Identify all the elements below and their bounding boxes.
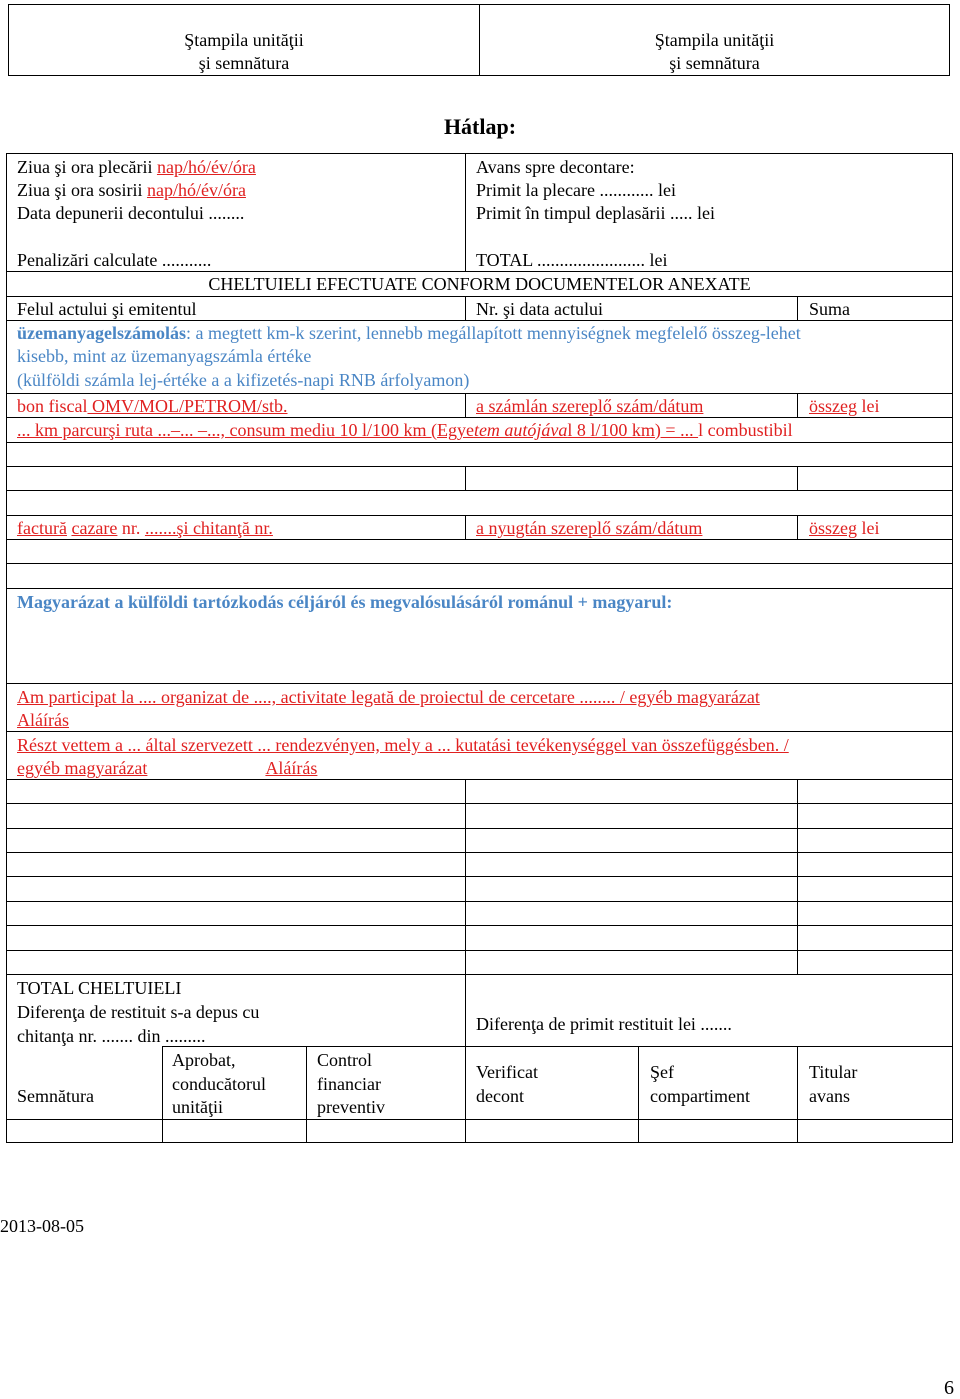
bon-nr: a számlán szereplő szám/dátum [476, 396, 704, 416]
expenses-heading: CHELTUIELI EFECTUATE CONFORM DOCUMENTELOR ANEXATE [208, 274, 751, 294]
submission-date: Data depunerii decontului ........ [17, 203, 245, 223]
holder-line-1: Titular [809, 1062, 858, 1082]
stamp-left-line2: şi semnătura [198, 53, 290, 73]
hu-explanation: Részt vettem a ... által szervezett ... rendezvényen, mely a ... kutatási tevékenységgel van összefüggésben. / [17, 735, 789, 755]
hu-other: egyéb magyarázat [17, 758, 148, 778]
bon-stations: OMV/MOL/PETROM/stb. [87, 396, 288, 416]
col-sum-header: Suma [809, 299, 851, 319]
arrival-row [17, 179, 246, 202]
penalties: Penalizări calculate ........... [17, 250, 212, 270]
verified-line-1: Verificat [476, 1062, 538, 1082]
arrival-label: Ziua şi ora sosirii [17, 180, 147, 200]
invoice-b: cazare [71, 518, 118, 538]
refund-line-1: Diferenţa de restituit s-a depus cu [17, 1002, 260, 1022]
fuel-label: üzemanyagelszámolás [17, 323, 186, 343]
verified-line-2: decont [476, 1086, 524, 1106]
approved-line-1: Aprobat, [172, 1050, 236, 1070]
difference-to-receive: Diferenţa de primit restituit lei ....... [476, 1014, 732, 1034]
signature-label: Semnătura [17, 1086, 94, 1106]
invoice-sum [809, 517, 880, 540]
head-line-1: Şef [650, 1062, 674, 1082]
departure-row [17, 156, 256, 179]
refund-line-2: chitanţa nr. ....... din ......... [17, 1026, 206, 1046]
holder-line-2: avans [809, 1086, 850, 1106]
stamp-right-line1: Ştampila unităţii [654, 30, 775, 50]
bon-fiscal [17, 395, 288, 418]
km-line-c: tem autójáva [473, 420, 568, 440]
col-act-header: Felul actului şi emitentul [17, 299, 197, 319]
stamp-right-line2: şi semnătura [669, 53, 760, 73]
control-line-1: Control [317, 1050, 373, 1070]
hu-signature: Aláírás [265, 758, 318, 778]
invoice-d: .......şi chitanţă nr. [144, 518, 273, 538]
km-line-e: ... [680, 420, 699, 440]
page-number: 6 [944, 1377, 954, 1399]
departure-format: nap/hó/év/óra [156, 157, 256, 177]
col-nr-header: Nr. şi data actului [476, 299, 603, 319]
received-at-departure: Primit la plecare ............ lei [476, 180, 676, 200]
invoice-sum-label: összeg [809, 518, 857, 538]
invoice-row [17, 517, 273, 540]
ro-explanation: Am participat la .... organizat de ...., activitate legată de proiectul de cercetare ........ / egyéb magyarázat [17, 687, 760, 707]
control-line-2: financiar [317, 1074, 381, 1094]
fuel-line-2: kisebb, mint az üzemanyagszámla értéke [17, 346, 312, 366]
hu-explanation-line2 [17, 757, 317, 780]
received-during-trip: Primit în timpul deplasării ..... lei [476, 203, 715, 223]
stamp-left-line1: Ştampila unităţii [184, 30, 304, 50]
document-date: 2013-08-05 [0, 1216, 84, 1236]
fuel-line-1 [17, 322, 801, 345]
km-line-b: 10 l/100 km (Egye [334, 420, 474, 440]
bon-sum-label: összeg [809, 396, 857, 416]
invoice-c: nr. [117, 518, 145, 538]
km-line [17, 419, 793, 442]
bon-prefix: bon fiscal [17, 396, 88, 416]
arrival-format: nap/hó/év/óra [146, 180, 246, 200]
approved-line-2: conducătorul [172, 1074, 266, 1094]
departure-label: Ziua şi ora plecării [17, 157, 157, 177]
invoice-a: factură [17, 518, 67, 538]
page-title: Hátlap: [443, 114, 517, 139]
km-line-f: l combustibil [698, 420, 793, 440]
km-line-d: l 8 l/100 km) = [567, 420, 681, 440]
explanation-heading: Magyarázat a külföldi tartózkodás céljáról és megvalósulásáról románul + magyarul: [17, 592, 673, 612]
bon-sum [809, 395, 880, 418]
advance-total: TOTAL ........................ lei [476, 250, 668, 270]
bon-sum-unit: lei [857, 396, 880, 416]
invoice-sum-unit: lei [857, 518, 880, 538]
head-line-2: compartiment [650, 1086, 750, 1106]
advance-label: Avans spre decontare: [476, 157, 635, 177]
ro-signature: Aláírás [17, 710, 69, 730]
km-line-a: ... km parcurşi ruta ...–... –..., consum mediu [17, 420, 335, 440]
fuel-line-3: (külföldi számla lej-értéke a a kifizetés-napi RNB árfolyamon) [17, 370, 470, 390]
fuel-text-1: : a megtett km-k szerint, lennebb megállapított mennyiségnek megfelelő összeg-lehet [185, 323, 801, 343]
invoice-nr: a nyugtán szereplő szám/dátum [476, 518, 703, 538]
approved-line-3: unităţii [172, 1097, 223, 1117]
control-line-3: preventiv [317, 1097, 385, 1117]
total-expenses: TOTAL CHELTUIELI [17, 978, 182, 998]
